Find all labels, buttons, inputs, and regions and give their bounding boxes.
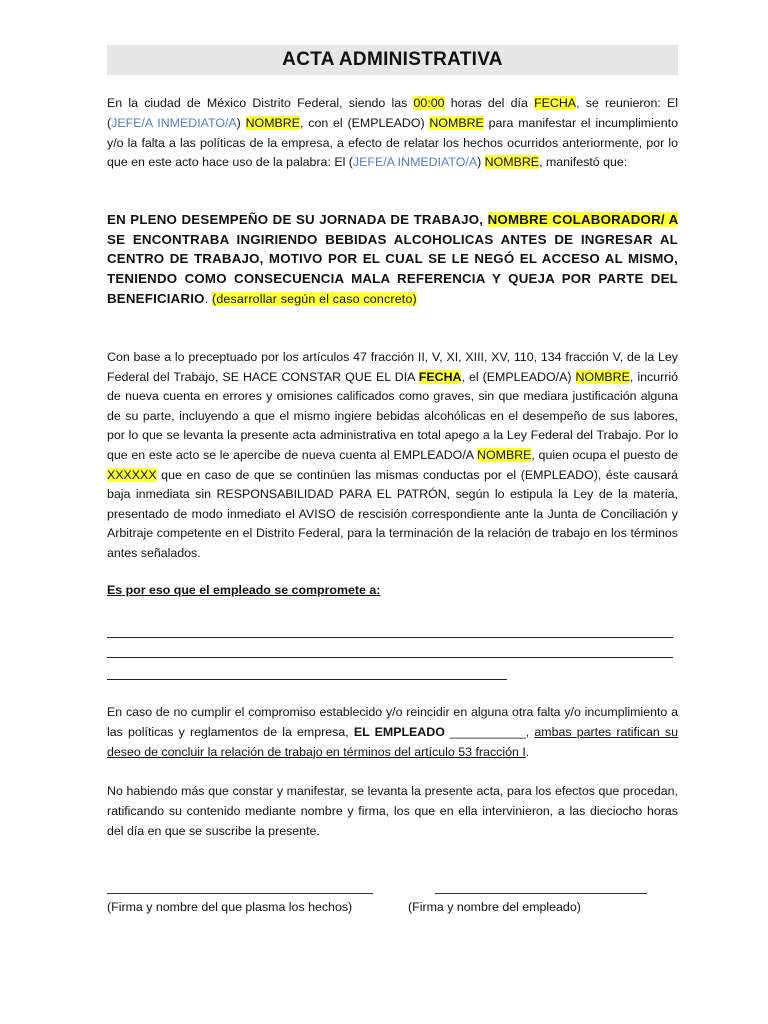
consequence-paragraph: [107, 703, 678, 762]
text: , incurrió de nueva cuenta en errores y omisiones calificados como graves, sin que mediara justificación alguna de su parte, incluyendo a que el mismo ingiere bebidas alcohólicas en el desempeño de sus labores, por lo que se levanta la presente acta administrativa en total apego a la Ley Federal del Trabajo. Por lo que en este acto se le apercibe de nueva cuenta al EMPLEADO/A: [107, 369, 678, 462]
text: EN PLENO DESEMPEÑO DE SU JORNADA DE TRABAJO,: [107, 212, 488, 227]
supervisor-placeholder: JEFE/A INMEDIATO/A: [352, 155, 478, 170]
date-placeholder: FECHA: [534, 96, 577, 110]
ratify-clause: ambas partes ratifican su deseo de concluir la relación de trabajo en términos del artículo 53 fracción I: [107, 724, 678, 759]
signature-label-left: (Firma y nombre del que plasma los hechos): [107, 900, 353, 914]
legal-basis-paragraph: [107, 348, 678, 564]
name-placeholder: NOMBRE: [484, 155, 540, 170]
commitment-line-1[interactable]: [107, 637, 673, 638]
name-placeholder: NOMBRE: [477, 447, 532, 462]
name-placeholder: NOMBRE: [575, 369, 630, 384]
text: En la ciudad de México Distrito Federal, siendo las: [107, 96, 414, 110]
title-bar: [107, 45, 678, 75]
signature-label-right: (Firma y nombre del empleado): [408, 900, 581, 914]
collaborator-placeholder: NOMBRE COLABORADOR/ A: [487, 212, 678, 227]
position-placeholder: XXXXXX: [107, 467, 157, 482]
name-placeholder: NOMBRE: [429, 115, 484, 130]
text: SE ENCONTRABA INGIRIENDO BEBIDAS ALCOHOLICAS ANTES DE INGRESAR AL CENTRO DE TRABAJO, MOTIVO POR EL CUAL SE LE NEGÓ EL ACCESO AL MISMO, TENIENDO COMO CONSECUENCIA MALA REFERENCIA Y QUEJA POR PARTE DEL BENEFICIARIO: [107, 231, 678, 306]
text: , se reunieron: El (: [107, 96, 678, 130]
text: , quien ocupa el puesto de: [531, 447, 678, 462]
text: que en caso de que se continúen las mismas conductas por el (EMPLEADO), éste causará baja inmediata sin RESPONSABILIDAD PARA EL PATRÓN, según lo estipula la Ley de la materia, presentado de modo inmediato el AVISO de rescisión correspondiente ante la Junta de Conciliación y Arbitraje competente en el Distrito Federal, para la terminación de la relación de trabajo en los términos antes señalados.: [107, 467, 678, 560]
text: ___________,: [444, 724, 535, 739]
text: , manifestó que:: [539, 155, 628, 170]
text: , con el (EMPLEADO): [300, 115, 430, 130]
date-placeholder: FECHA: [418, 369, 462, 384]
text: En caso de no cumplir el compromiso establecido y/o reincidir en alguna otra falta y/o incumplimiento a las políticas y reglamentos de la empresa,: [107, 705, 678, 739]
text: ): [236, 115, 246, 130]
text: .: [204, 291, 212, 306]
signature-line-left[interactable]: [107, 893, 373, 894]
text: para manifestar el incumplimiento y/o la falta a las políticas de la empresa, a efecto de relatar los hechos ocurridos anteriormente, por lo que en este acto hace uso de la palabra: El (: [107, 115, 678, 170]
develop-case-note: (desarrollar según el caso concreto): [212, 291, 417, 306]
commitment-heading: Es por eso que el empleado se compromete a:: [107, 583, 381, 597]
commitment-line-2[interactable]: [107, 657, 673, 658]
supervisor-placeholder: JEFE/A INMEDIATO/A: [111, 115, 237, 130]
signature-line-right[interactable]: [435, 893, 647, 894]
text: .: [525, 744, 530, 759]
closing-paragraph: No habiendo más que constar y manifestar, se levanta la presente acta, para los efectos que procedan, ratificando su contenido mediante nombre y firma, los que en ella intervinieron, a las dieciocho horas del día en que se suscribe la presente.: [107, 784, 678, 838]
commitment-line-3[interactable]: [107, 679, 507, 680]
text: Con base a lo preceptuado por los artículos 47 fracción II, V, XI, XIII, XV, 110, 134 fracción V, de la Ley Federal del Trabajo, SE HACE CONSTAR QUE EL DIA: [107, 350, 678, 384]
text: , el (EMPLEADO/A): [461, 369, 576, 384]
document-title: ACTA ADMINISTRATIVA: [282, 49, 503, 70]
text: ): [477, 155, 485, 170]
intro-paragraph: [107, 94, 678, 173]
name-placeholder: NOMBRE: [245, 115, 300, 130]
incident-paragraph: [107, 210, 678, 310]
employee-label: EL EMPLEADO: [353, 724, 445, 739]
text: horas del día: [444, 96, 535, 110]
hour-placeholder: 00:00: [413, 96, 445, 110]
